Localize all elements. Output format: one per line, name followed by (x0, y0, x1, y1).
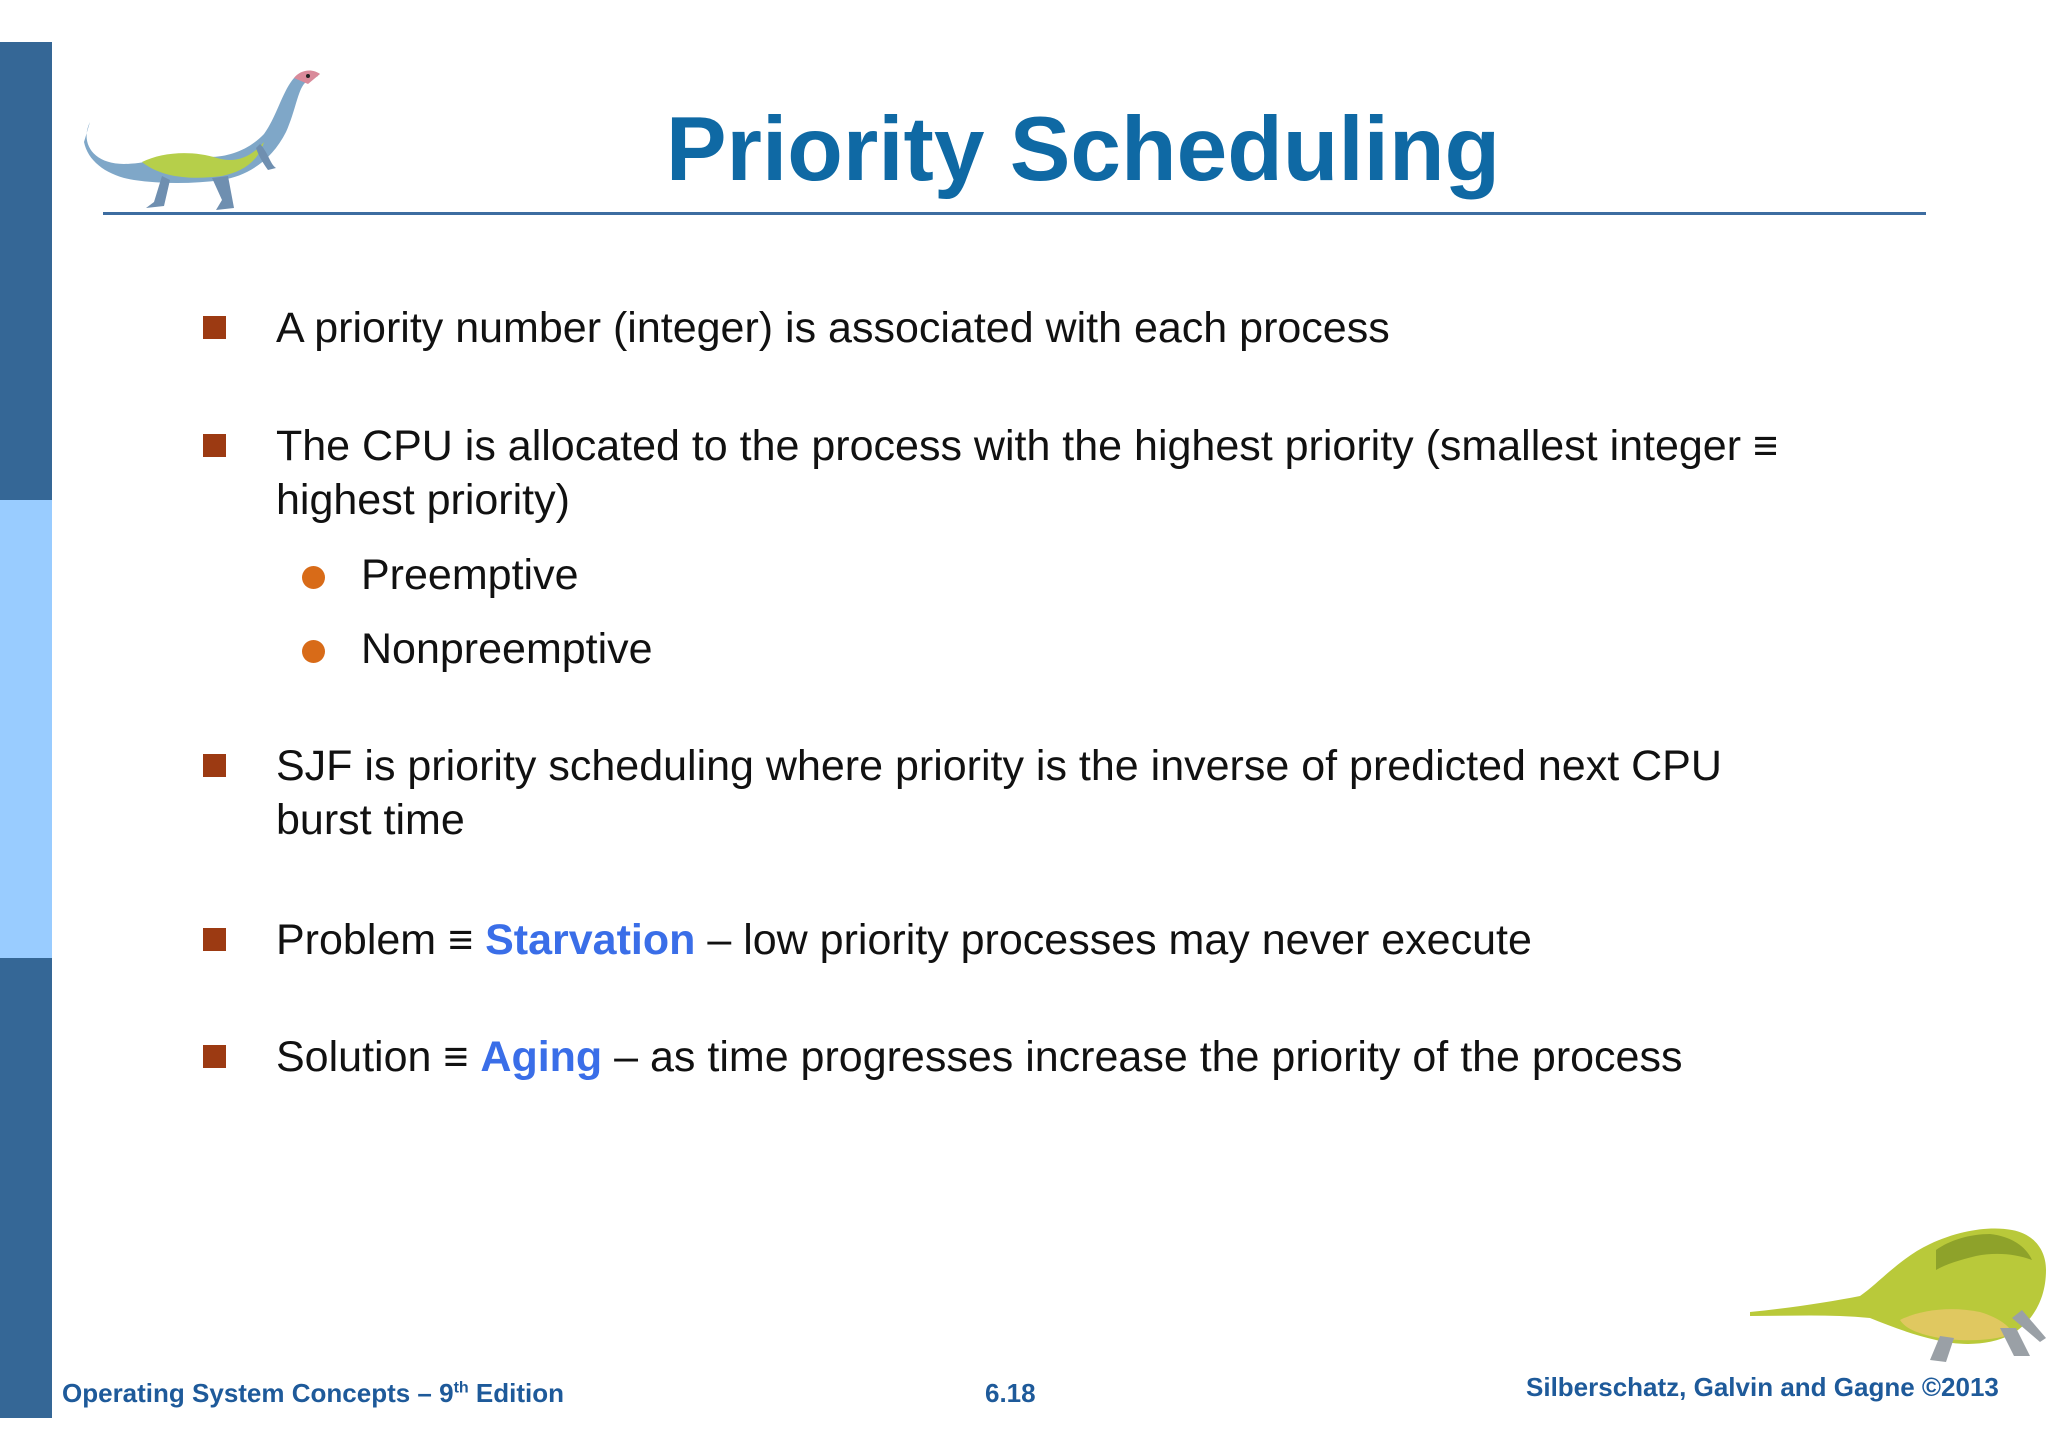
bullet-4-suffix: – low priority processes may never execute (695, 916, 1532, 964)
bullet-square-icon (203, 928, 226, 951)
slide-title: Priority Scheduling (665, 99, 1501, 200)
bullet-square-icon (203, 434, 226, 457)
bullet-text-5 (276, 1030, 1682, 1084)
bullet-text-4 (276, 913, 1532, 967)
term-starvation: Starvation (485, 916, 696, 964)
bullet-text-3-line1: SJF is priority scheduling where priority is the inverse of predicted next CPU (276, 742, 1722, 790)
sidebar-band-bottom (0, 958, 52, 1418)
bullet-text-2-line1: The CPU is allocated to the process with the highest priority (smallest integer ≡ (276, 422, 1779, 470)
bullet-square-icon (203, 754, 226, 777)
footer-book-title-main: Operating System Concepts – 9 (62, 1378, 454, 1408)
footer-book-title-sup: th (453, 1379, 469, 1397)
title-divider (103, 212, 1926, 215)
bullet-text-1: A priority number (integer) is associated with each process (276, 304, 1390, 352)
dinosaur-bottom-icon (1750, 1210, 2048, 1370)
term-aging: Aging (480, 1033, 603, 1081)
footer-book-title (62, 1378, 564, 1409)
bullet-4-prefix: Problem ≡ (276, 916, 486, 964)
slide-number: 6.18 (985, 1378, 1036, 1408)
sub-bullet-dot-icon (302, 640, 325, 663)
bullet-square-icon (203, 1045, 226, 1068)
footer-book-title-edition: Edition (468, 1378, 564, 1408)
bullet-5-suffix: – as time progresses increase the priority of the process (602, 1033, 1683, 1081)
sub-bullet-text-preemptive: Preemptive (361, 551, 579, 599)
bullet-text-2-line2: highest priority) (276, 476, 570, 524)
bullet-text-3-line2: burst time (276, 796, 465, 844)
footer-authors: Silberschatz, Galvin and Gagne ©2013 (1526, 1372, 1999, 1402)
sidebar-band-middle (0, 500, 52, 958)
bullet-5-prefix: Solution ≡ (276, 1033, 481, 1081)
sub-bullet-text-nonpreemptive: Nonpreemptive (361, 625, 653, 673)
bullet-square-icon (203, 316, 226, 339)
sub-bullet-dot-icon (302, 566, 325, 589)
